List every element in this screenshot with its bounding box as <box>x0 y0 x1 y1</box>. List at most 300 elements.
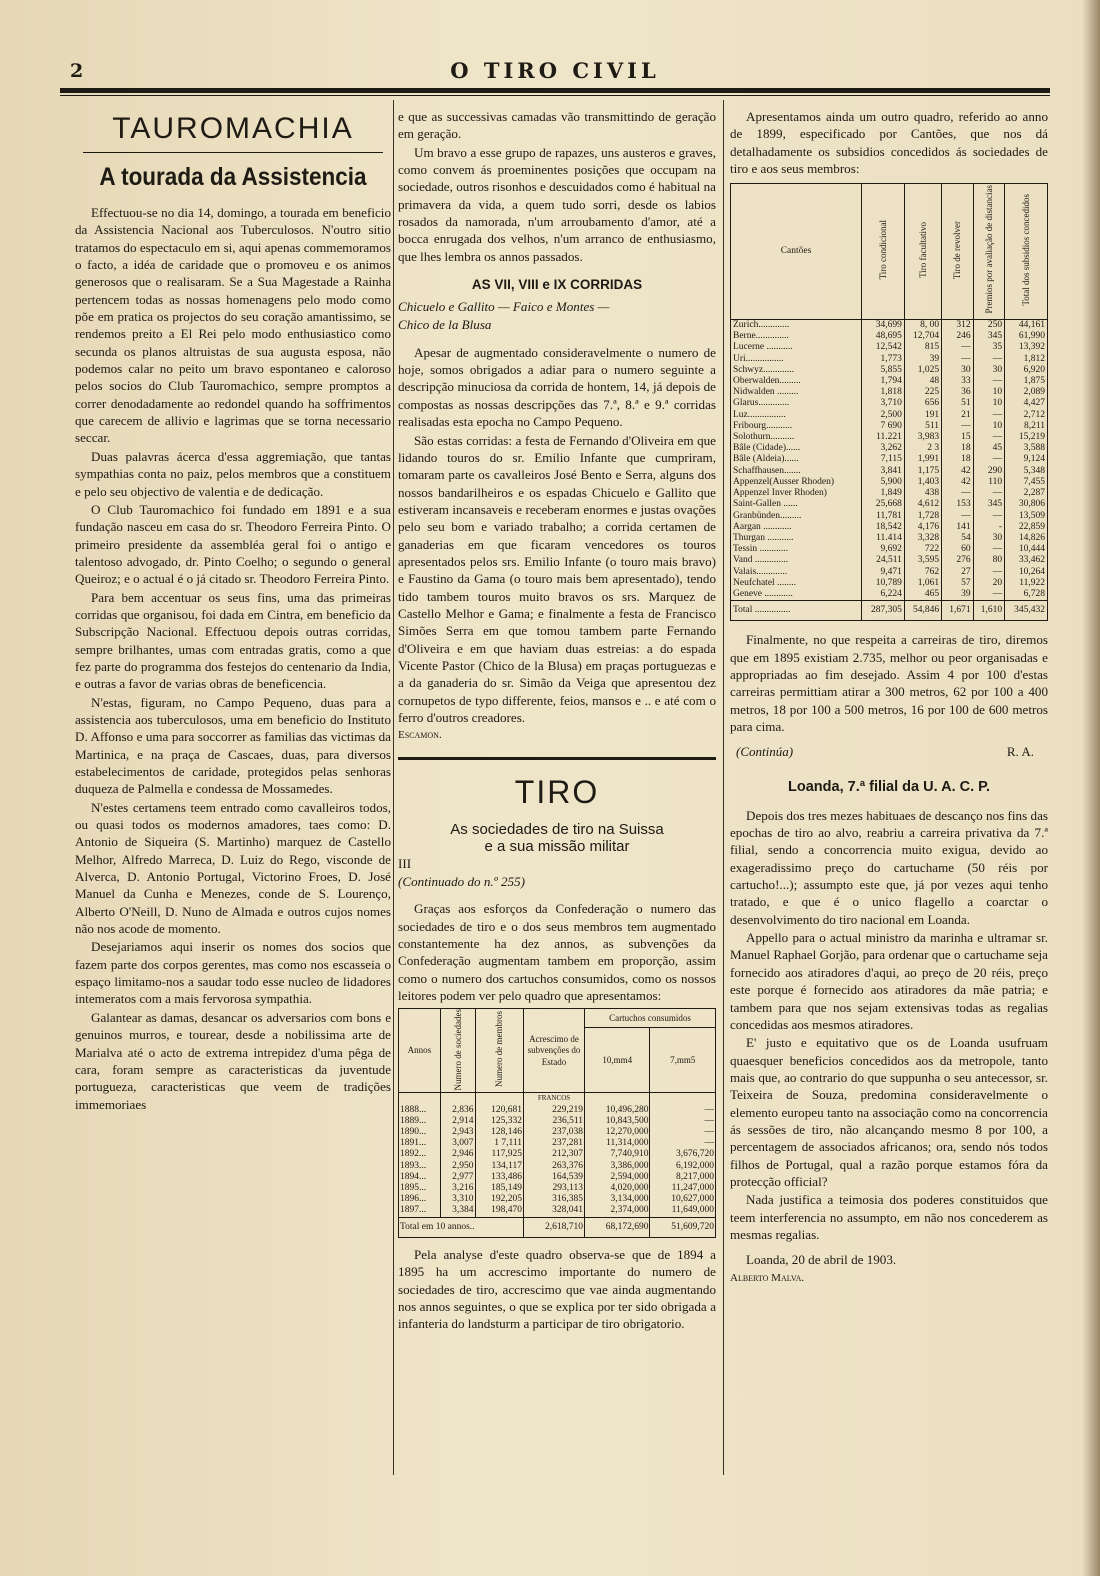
table-cell: - <box>973 522 1005 533</box>
subhead-line: Chico de la Blusa <box>398 317 492 333</box>
table-cell: 3,384 <box>440 1205 475 1217</box>
dateline: Loanda, 20 de abril de 1903. <box>746 1252 897 1268</box>
table-cell: 2,712 <box>1005 410 1048 421</box>
paragraph: N'estas, figuram, no Campo Pequeno, duas para a assistencia aos tuberculosos, uma em beneficio do Instituto D. Affonso e uma para soccorrer as familias das victimas da Martinica, e na praça de Cascaes, duas, para diversos estabelecimentos de caridade, protegidos pelas senhoras duqueza de Palmella e condessa de Mossamedes. <box>75 694 391 797</box>
table-cell: 293,113 <box>524 1183 585 1194</box>
table-cell: 1895... <box>399 1183 441 1194</box>
table-cell: Glarus............. <box>731 398 862 409</box>
table-cell: 39 <box>904 354 941 365</box>
table-cell: — <box>973 410 1005 421</box>
table-cell: 18,542 <box>862 522 905 533</box>
table-cell: 1,991 <box>904 454 941 465</box>
table-cell: — <box>973 454 1005 465</box>
table-row <box>731 589 1048 601</box>
table-row <box>731 477 1048 488</box>
table-cell: 48,695 <box>862 331 905 342</box>
table-cell: 1888... <box>399 1105 441 1116</box>
table-cell: 11.221 <box>862 432 905 443</box>
table-cell: 3,595 <box>904 555 941 566</box>
table-cell: 133,486 <box>475 1172 523 1183</box>
table-cell: 722 <box>904 544 941 555</box>
subtitle: As sociedades de tiro na Suissa <box>450 820 664 838</box>
table-row <box>399 1127 716 1138</box>
table-cell: 3,841 <box>862 466 905 477</box>
table-cell: 35 <box>973 342 1005 353</box>
table-header: 10,mm4 <box>585 1028 650 1093</box>
table-cell: 2,089 <box>1005 387 1048 398</box>
table-cell: — <box>942 342 974 353</box>
column-1 <box>75 108 391 1114</box>
table-cell: 44,161 <box>1005 320 1048 332</box>
table-cell: 10,789 <box>862 578 905 589</box>
table-cell: 11,781 <box>862 511 905 522</box>
paragraph: Apresentamos ainda um outro quadro, referido ao anno de 1899, especificado por Cantões, que nos dá detalhadamente os subsidios concedidos ás sociedades de tiro e aos seus membros: <box>730 109 1048 177</box>
table-cell: 2,914 <box>440 1116 475 1127</box>
column-3 <box>730 108 1048 1288</box>
table-cell: 2,946 <box>440 1149 475 1160</box>
section-separator <box>398 757 716 760</box>
table-cell: — <box>973 376 1005 387</box>
table-cell: 3,676,720 <box>650 1149 716 1160</box>
table-cell: Geneve ............ <box>731 589 862 601</box>
table-cell: 11,314,000 <box>585 1138 650 1149</box>
table-header: 7,mm5 <box>650 1028 716 1093</box>
table-cell: 10 <box>973 387 1005 398</box>
table-cell: 13,392 <box>1005 342 1048 353</box>
table-row <box>731 354 1048 365</box>
table-row <box>731 578 1048 589</box>
table-total-cell: Total ............... <box>731 601 862 621</box>
table-cell: 14,826 <box>1005 533 1048 544</box>
table-cell: 22,859 <box>1005 522 1048 533</box>
table-cell: 80 <box>973 555 1005 566</box>
table-cell: 15 <box>942 432 974 443</box>
table-cell: 815 <box>904 342 941 353</box>
paragraph: E' justo e equitativo que os de Loanda usufruam quaesquer beneficios concedidos aos da metropole, tanto mais que, ao contrario do que suppunha o seu antecessor, sr. Teixeira de Souza, predomina consideravelmente o elemento europeu tanto na associação como na concorrencia ás sessões de tiro, não alcançando mesmo 8 por 100, a percentagem de associados africanos; ora, sendo nós todos filhos de Portugal, qual a razão porque estamos fóra da protecção official? <box>730 1035 1048 1189</box>
table-cell: Saint-Gallen ...... <box>731 499 862 510</box>
table-cell: — <box>650 1127 716 1138</box>
table-cell: 8,211 <box>1005 421 1048 432</box>
table-row <box>731 488 1048 499</box>
table-cell: 2,943 <box>440 1127 475 1138</box>
table-cell: 57 <box>942 578 974 589</box>
table-cell: 12,542 <box>862 342 905 353</box>
table-cell: — <box>973 511 1005 522</box>
table-cell: 42 <box>942 466 974 477</box>
table-cell: 30 <box>973 365 1005 376</box>
table-cell: Schwyz............. <box>731 365 862 376</box>
table-cell: 18 <box>942 443 974 454</box>
subhead-line: Chicuelo e Gallito — Faico e Montes — <box>398 299 610 315</box>
table-row <box>731 443 1048 454</box>
paragraph: Pela analyse d'este quadro observa-se que de 1894 a 1895 ha um accrescimo importante do numero de sociedades de tiro, accrescimo que vae ainda augmentando nos annos seguintes, o que se explica por ter sido obrigada a infanteria do landsturm a participar de tiro obrigatorio. <box>398 1246 716 1332</box>
paragraph: N'estes certamens teem entrado como cavalleiros todos, ou quasi todos os modernos amadores, taes como: D. Antonio de Siqueira (S. Martinho) marquez de Castello Melhor, Alfredo Marreca, D. Luiz do Rego, visconde de Alverca, D. Antonio Portugal, Victorino Froes, D. José Manuel da Cunha e Menezes, conde de S. Lourenço, Alberto O'Neill, D. Nuno de Almada e outros cujos nomes não nos acode de momento. <box>75 799 391 937</box>
table-cell: Solothurn.......... <box>731 432 862 443</box>
paragraph: Galantear as damas, desancar os adversarios com bons e genuinos murros, e tourear, desde a nobilissima arte de Marialva até o acto de extrema intrepidez d'uma pêga de cara, foram sempre as caracteristicas da juventude portugueza, caracteristicas que veem de tradições immemoriaes <box>75 1009 391 1112</box>
table-row <box>731 499 1048 510</box>
table-cell: 48 <box>904 376 941 387</box>
table-cell: 1 7,111 <box>475 1138 523 1149</box>
table-total-cell: 2,618,710 <box>524 1217 585 1237</box>
table-cell: 10,627,000 <box>650 1194 716 1205</box>
table-row <box>399 1172 716 1183</box>
table-cell: 3,262 <box>862 443 905 454</box>
subhead-corridas: AS VII, VIII e IX CORRIDAS <box>471 277 643 293</box>
table-header: Numero de sociedades <box>440 1009 475 1093</box>
table-cell: 33,462 <box>1005 555 1048 566</box>
table-cell: 1,773 <box>862 354 905 365</box>
table-cell: 10 <box>973 398 1005 409</box>
page-edge-shadow <box>1082 0 1100 1576</box>
column-2 <box>398 108 716 1334</box>
table-cell: 4,176 <box>904 522 941 533</box>
table-cell: 117,925 <box>475 1149 523 1160</box>
cartridge-table <box>398 1008 716 1237</box>
table-cell: Schaffhausen....... <box>731 466 862 477</box>
table-row <box>399 1161 716 1172</box>
table-cell: 192,205 <box>475 1194 523 1205</box>
subtitle: e a sua missão militar <box>484 837 630 855</box>
table-cell: 1,794 <box>862 376 905 387</box>
table-total-cell: 345,432 <box>1005 601 1048 621</box>
headline-loanda: Loanda, 7.ª filial da U. A. C. P. <box>788 778 990 795</box>
cantons-table <box>730 183 1048 621</box>
table-cell: 7,740,910 <box>585 1149 650 1160</box>
column-divider-2 <box>723 100 724 1475</box>
paragraph: São estas corridas: a festa de Fernando d'Oliveira em que lidando touros do sr. Emilio Infante que cumpriram, tomaram parte os cavalleiros José Bento e Serra, alguns dos nossos bandarilheiros e os espadas Chicuelo e Gallito que estiveram incansaveis e receberam enormes e justas ovações pelo seu bom e variado trabalho; a corrida certamen de ganaderias em que ficaram vencedores os touros apresentados pelos srs. Emilio Infante (o touro mais bravo) e Faustino da Gama (o touro mais bem apresentado), tendo tido tambem touros muito bravos os srs. Marquez de Castello Melhor e Gama; e finalmente a festa de Francisco Simões Serra em que tomou tambem parte Fernando d'Oliveira e em que haviam duas estreias: a do espada Vicente Pastor (Chico de la Blusa) em praças portuguezas e a da ganaderia do sr. Simão da Veiga que apresentou dez cornupetos de typo differente, feios, mansos e .. e até com o ferro d'outros creadores. <box>398 432 716 725</box>
table-row <box>731 522 1048 533</box>
table-cell: 9,692 <box>862 544 905 555</box>
table-cell: — <box>942 421 974 432</box>
table-cell: 30,806 <box>1005 499 1048 510</box>
table-cell: 2,594,000 <box>585 1172 650 1183</box>
table-total-row <box>731 601 1048 621</box>
table-row <box>731 421 1048 432</box>
table-cell: 229,219 <box>524 1105 585 1116</box>
table-cell: — <box>942 488 974 499</box>
paragraph: Appello para o actual ministro da marinha e ultramar sr. Manuel Raphael Gorjão, para ordenar que o cartuchame seja fornecido aos atiradores d'aqui, ao preço de 20 réis, preço este porque é fornecido aos atiradores da mãe patria; e tambem para que nos sejam extensivas todas as regalias concedidas aos mesmos atiradores. <box>730 930 1048 1032</box>
table-cell: 5,855 <box>862 365 905 376</box>
table-cell: 6,920 <box>1005 365 1048 376</box>
page-number: 2 <box>70 60 84 82</box>
table-cell: 153 <box>942 499 974 510</box>
table-cell: Lucerne ........... <box>731 342 862 353</box>
table-cell: 4,427 <box>1005 398 1048 409</box>
table-cell: 5,348 <box>1005 466 1048 477</box>
table-cell: 1,403 <box>904 477 941 488</box>
table-row <box>731 533 1048 544</box>
table-cell: 3,216 <box>440 1183 475 1194</box>
table-cell: 13,509 <box>1005 511 1048 522</box>
table-header: Tiro condicional <box>862 184 905 320</box>
table-cell: 60 <box>942 544 974 555</box>
table-cell: — <box>650 1116 716 1127</box>
table-row <box>731 466 1048 477</box>
table-cell: 2,977 <box>440 1172 475 1183</box>
table-cell: — <box>942 511 974 522</box>
table-cell: Granbünden......... <box>731 511 862 522</box>
table-cell: Luz................ <box>731 410 862 421</box>
table-cell: 9,471 <box>862 567 905 578</box>
table-cell: Berne.............. <box>731 331 862 342</box>
table-cell: 10,444 <box>1005 544 1048 555</box>
table-cell: 1,818 <box>862 387 905 398</box>
table-row <box>731 567 1048 578</box>
table-row <box>731 320 1048 332</box>
table-cell: 3,386,000 <box>585 1161 650 1172</box>
paragraph: Depois dos tres mezes habituaes de descanço nos fins das epochas de tiro ao alvo, reabriu a carreira privativa da 7.ª filial, sendo a concorrencia muito exigua, devido ao exageradissimo preço do cartuchame (50 réis por cartucho!...); assumpto este que, já por vezes aqui tenho tratado, e que é o unico flagello a coarctar o desenvolvimento do tiro nacional em Loanda. <box>730 807 1048 927</box>
table-cell: — <box>942 354 974 365</box>
table-cell: 7,455 <box>1005 477 1048 488</box>
table-total-cell: 54,846 <box>904 601 941 621</box>
signature: Escamon. <box>398 729 442 742</box>
table-total-cell: 287,305 <box>862 601 905 621</box>
table-cell: 125,332 <box>475 1116 523 1127</box>
table-cell: 110 <box>973 477 1005 488</box>
table-cell: 2,836 <box>440 1105 475 1116</box>
table-cell: 3,007 <box>440 1138 475 1149</box>
table-cell: 1896... <box>399 1194 441 1205</box>
table-header: Premios por avaliação de distancias <box>973 184 1005 320</box>
table-row <box>731 376 1048 387</box>
table-cell: — <box>650 1105 716 1116</box>
table-cell: 7 690 <box>862 421 905 432</box>
table-cell: 7,115 <box>862 454 905 465</box>
table-cell: — <box>973 544 1005 555</box>
table-cell: 1891... <box>399 1138 441 1149</box>
column-divider-1 <box>393 100 394 1475</box>
header-rule-thin <box>60 95 1050 96</box>
table-cell: Tessin ............ <box>731 544 862 555</box>
table-cell: — <box>973 567 1005 578</box>
table-cell: 6,728 <box>1005 589 1048 601</box>
table-header: Total dos subsidios concedidos <box>1005 184 1048 320</box>
table-cell: 30 <box>973 533 1005 544</box>
table-cell: 27 <box>942 567 974 578</box>
table-cell: 1894... <box>399 1172 441 1183</box>
table-cell: 6,192,000 <box>650 1161 716 1172</box>
author-signature: Alberto Malva. <box>730 1271 805 1284</box>
table-cell: — <box>973 354 1005 365</box>
table-cell: 5,900 <box>862 477 905 488</box>
table-cell: 198,470 <box>475 1205 523 1217</box>
table-header: Cantões <box>731 184 862 320</box>
table-row <box>731 544 1048 555</box>
table-cell: 762 <box>904 567 941 578</box>
table-cell: 10,264 <box>1005 567 1048 578</box>
table-cell: 21 <box>942 410 974 421</box>
table-header: Cartuchos consumidos <box>585 1009 716 1028</box>
table-cell: 345 <box>973 331 1005 342</box>
paragraph: Duas palavras ácerca d'essa aggremiação, que tantas sympathias conta no paiz, pelos membros que a constituem e pelo seu objectivo de valentia e de dedicação. <box>75 448 391 499</box>
table-cell: Oberwalden......... <box>731 376 862 387</box>
table-cell: Thurgan ........... <box>731 533 862 544</box>
table-cell: 45 <box>973 443 1005 454</box>
table-cell: 12,270,000 <box>585 1127 650 1138</box>
table-cell: 4,612 <box>904 499 941 510</box>
table-cell: 1889... <box>399 1116 441 1127</box>
table-cell: Valais............. <box>731 567 862 578</box>
table-total-cell: 1,610 <box>973 601 1005 621</box>
author-initials: R. A. <box>1006 744 1034 760</box>
section-title-tiro: TIRO <box>514 773 600 810</box>
table-cell: — <box>973 488 1005 499</box>
table-cell: Appenzel(Ausser Rhoden) <box>731 477 862 488</box>
table-cell: 2,950 <box>440 1161 475 1172</box>
article-headline: A tourada da Assistencia <box>99 163 367 191</box>
table-cell: 164,539 <box>524 1172 585 1183</box>
table-cell: Bâle (Cidade)...... <box>731 443 862 454</box>
table-cell: 3,983 <box>904 432 941 443</box>
table-cell: — <box>973 589 1005 601</box>
table-cell: Vand .............. <box>731 555 862 566</box>
table-cell: 10,843,500 <box>585 1116 650 1127</box>
table-cell: 225 <box>904 387 941 398</box>
table-cell: 1890... <box>399 1127 441 1138</box>
table-cell: 3,710 <box>862 398 905 409</box>
table-total-cell: 1,671 <box>942 601 974 621</box>
table-cell: 9,124 <box>1005 454 1048 465</box>
table-cell: 511 <box>904 421 941 432</box>
table-header: Tiro de revolver <box>942 184 974 320</box>
table-cell: 8, 00 <box>904 320 941 332</box>
table-cell: 3,328 <box>904 533 941 544</box>
table-cell: 2,374,000 <box>585 1205 650 1217</box>
table-cell: 25,668 <box>862 499 905 510</box>
table-total-cell: Total em 10 annos.. <box>399 1217 524 1237</box>
table-cell: 316,385 <box>524 1194 585 1205</box>
table-cell: — <box>973 432 1005 443</box>
table-cell: 1,728 <box>904 511 941 522</box>
table-cell: 3,134,000 <box>585 1194 650 1205</box>
table-cell: 6,224 <box>862 589 905 601</box>
table-cell: 185,149 <box>475 1183 523 1194</box>
table-cell: Zurich............. <box>731 320 862 332</box>
table-cell: 128,146 <box>475 1127 523 1138</box>
table-row <box>731 555 1048 566</box>
table-cell: Aargan ............ <box>731 522 862 533</box>
table-cell: 312 <box>942 320 974 332</box>
table-cell: 212,307 <box>524 1149 585 1160</box>
table-cell: 1,175 <box>904 466 941 477</box>
table-row <box>731 454 1048 465</box>
table-total-cell: 51,609,720 <box>650 1217 716 1237</box>
table-cell: 10 <box>973 421 1005 432</box>
table-cell: 1897... <box>399 1205 441 1217</box>
paragraph: e que as successivas camadas vão transmittindo de geração em geração. <box>398 109 716 142</box>
table-cell: 438 <box>904 488 941 499</box>
page-header <box>60 56 1050 100</box>
table-cell: 1893... <box>399 1161 441 1172</box>
table-cell: 3,588 <box>1005 443 1048 454</box>
table-cell: 276 <box>942 555 974 566</box>
table-cell: 3,310 <box>440 1194 475 1205</box>
table-row <box>731 365 1048 376</box>
table-cell: 134,117 <box>475 1161 523 1172</box>
table-cell: 11.414 <box>862 533 905 544</box>
table-cell: 1,061 <box>904 578 941 589</box>
table-cell: 54 <box>942 533 974 544</box>
table-row <box>731 432 1048 443</box>
table-row <box>399 1149 716 1160</box>
table-cell: 51 <box>942 398 974 409</box>
table-total-row <box>399 1217 716 1237</box>
masthead-title: O TIRO CIVIL <box>450 58 660 83</box>
paragraph: Graças aos esforços da Confederação o numero das sociedades de tiro e o dos seus membros tem augmentado constantemente ha dez annos, as subvenções da Confederação augmentam tambem em proporção, assim como o numero dos cartuchos consumidos, como os nossos leitores podem ver pelo quadro que apresentamos: <box>398 901 716 1004</box>
table-cell: 42 <box>942 477 974 488</box>
table-cell: 246 <box>942 331 974 342</box>
table-cell: 290 <box>973 466 1005 477</box>
table-row <box>731 331 1048 342</box>
table-cell: 141 <box>942 522 974 533</box>
paragraph: Para bem accentuar os seus fins, uma das primeiras corridas que organisou, foi dada em Cintra, em beneficio da Subscripção Nacional. Effectuou depois outras corridas, sempre brilhantes, umas com entradas gratis, como a que fez parte do programma dos festejos do centenario da India, e outras a favor de varias obras de beneficencia. <box>75 589 391 692</box>
table-cell: 11,649,000 <box>650 1205 716 1217</box>
table-header: Annos <box>399 1009 441 1093</box>
table-cell: 18 <box>942 454 974 465</box>
table-cell: 656 <box>904 398 941 409</box>
table-cell: 15,219 <box>1005 432 1048 443</box>
currency-note: FRANCOS <box>524 1093 585 1105</box>
table-header: Acrescimo de subvenções do Estado <box>524 1009 585 1093</box>
table-row <box>399 1183 716 1194</box>
table-cell: 34,699 <box>862 320 905 332</box>
table-row <box>399 1138 716 1149</box>
table-cell: 24,511 <box>862 555 905 566</box>
paragraph: Desejariamos aqui inserir os nomes dos socios que fazem parte dos corpos gerentes, mas como nos escasseia o espaço limitamo-nos a saudar todo esse nucleo de lidadores intemeratos com a mais fervorosa sympathia. <box>75 939 391 1007</box>
paragraph: Apesar de augmentado consideravelmente o numero de hoje, somos obrigados a adiar para o numero seguinte a descripção minuciosa da corrida de hontem, 14, já depois de compostas as nossas descripções das 7.ª, 8.ª e 9.ª corridas realisadas esta epocha no Campo Pequeno. <box>398 344 716 430</box>
table-row <box>731 511 1048 522</box>
table-cell: 345 <box>973 499 1005 510</box>
table-cell: 2,500 <box>862 410 905 421</box>
table-header: Tiro facultativo <box>904 184 941 320</box>
header-rule-thick <box>60 88 1050 93</box>
table-cell: 328,041 <box>524 1205 585 1217</box>
table-cell: 250 <box>973 320 1005 332</box>
table-row <box>731 410 1048 421</box>
table-cell: 236,511 <box>524 1116 585 1127</box>
table-cell: Uri................ <box>731 354 862 365</box>
table-cell: 2,287 <box>1005 488 1048 499</box>
table-cell: 2 3 <box>904 443 941 454</box>
table-row <box>731 387 1048 398</box>
table-cell: 39 <box>942 589 974 601</box>
table-row <box>399 1105 716 1116</box>
table-row <box>399 1205 716 1217</box>
paragraph: Nada justifica a teimosia dos poderes constituidos que teem interferencia no assumpto, em não nos concederem as mesmas regalias. <box>730 1192 1048 1242</box>
table-cell: 33 <box>942 376 974 387</box>
table-cell: 11,247,000 <box>650 1183 716 1194</box>
table-cell: 1,875 <box>1005 376 1048 387</box>
table-row <box>731 342 1048 353</box>
table-total-cell: 68,172,690 <box>585 1217 650 1237</box>
table-cell: 237,281 <box>524 1138 585 1149</box>
paragraph: Effectuou-se no dia 14, domingo, a tourada em beneficio da Assistencia Nacional aos Tuberculosos. N'outro sitio tratamos do espectaculo em si, aqui apenas commemoramos o facto, a idéa de caridade que o promoveu e os animos generosos que o realisaram. Se a Sua Magestade a Rainha pertencem todas as nossas homenagens pelo modo como põe em pratica os projectos do seu coração amantissimo, se rendemos preito a El Rei pelo modo enthusiastico como secunda os planos altruistas de sua augusta esposa, não podemos calar no peito um bravo espontaneo e caloroso pelos socios do Club Tauromachico, sempre promptos a correr denodadamente ao redondel quando ha soffrimentos que carecem de allivio e lagrimas que se torna necessario seccar. <box>75 205 391 446</box>
paragraph: Finalmente, no que respeita a carreiras de tiro, diremos que em 1895 existiam 2.735, melhor ou peor organisadas e appropriadas ao fim desejado. Assim 4 por 100 d'estas carreiras permittiam atirar a 300 metros, 62 por 100 a 400 metros, 18 por 100 a 500 metros, 16 por 100 de 600 metros para cima. <box>730 632 1048 735</box>
table-cell: 30 <box>942 365 974 376</box>
table-cell: 1,812 <box>1005 354 1048 365</box>
table-cell: Nidwalden ......... <box>731 387 862 398</box>
continua-note: (Continúa) <box>736 744 794 760</box>
table-cell: Bâle (Aldeia)...... <box>731 454 862 465</box>
table-header: Numero de membros <box>475 1009 523 1093</box>
table-cell: 191 <box>904 410 941 421</box>
table-cell: Appenzel Inver Rhoden) <box>731 488 862 499</box>
table-cell: 1,849 <box>862 488 905 499</box>
section-title-rule <box>83 152 383 153</box>
paragraph: O Club Tauromachico foi fundado em 1891 e a sua fundação nasceu em casa do sr. Theodoro Ferreira Pinto. O primeiro presidente da assembléa geral foi o antigo e talentoso advogado, dr. Pinto Coelho; o segundo o general Queiroz; e o actual é o já citado sr. Theodoro Ferreira Pinto. <box>75 501 391 587</box>
continued-note: (Continuado do n.º 255) <box>398 874 525 890</box>
table-cell: 263,376 <box>524 1161 585 1172</box>
